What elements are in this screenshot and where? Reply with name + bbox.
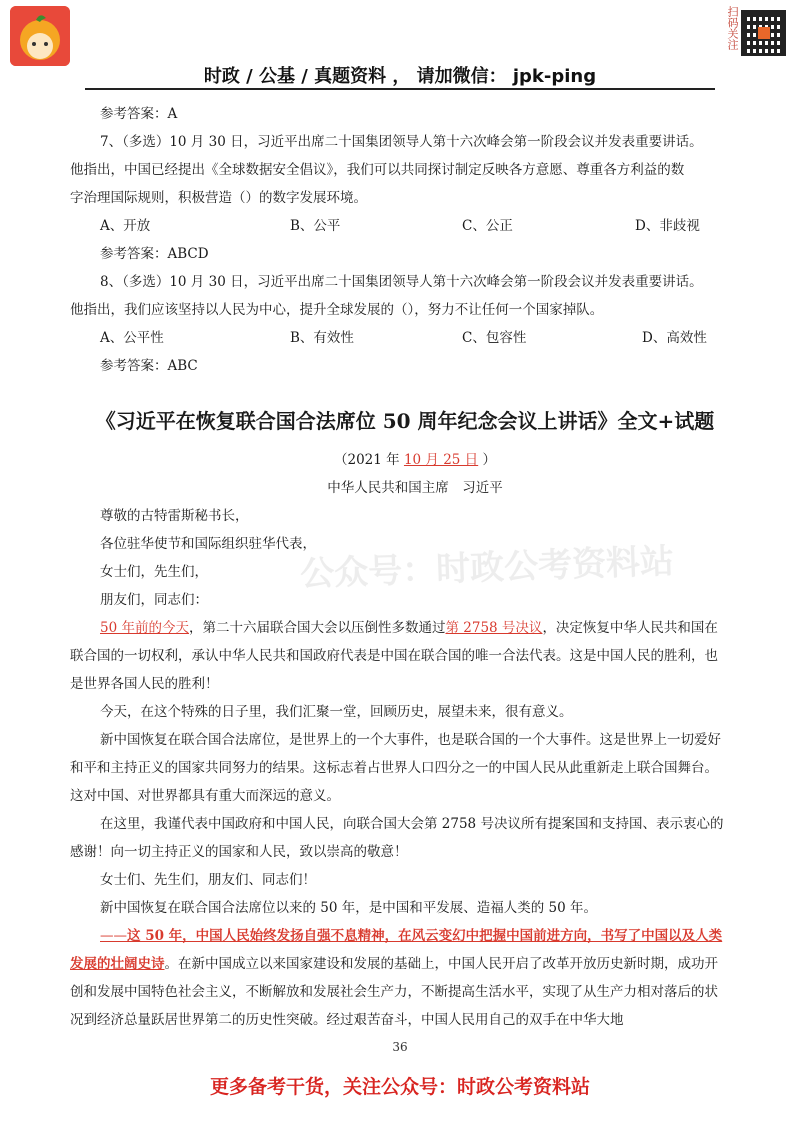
date-highlight: 10 月 25 日 — [403, 452, 479, 468]
p1-text-a: ，第二十六届联合国大会以压倒性多数通过 — [188, 620, 446, 636]
paragraph-7 — [70, 922, 730, 1034]
p1-text-b: ，决定恢复中华人民共和国在联合国的一切权利，承认中华人民共和国政府代表是中国在联合国的唯一合法代表。这是中国人民的胜利，也是世界各国人民的胜利！ — [70, 620, 718, 692]
document-body — [70, 100, 730, 1034]
paragraph-1 — [70, 614, 730, 698]
q7-option-b: B、公平 — [290, 218, 341, 234]
q7-option-a: A、开放 — [100, 218, 151, 234]
header-divider — [85, 88, 715, 90]
q8-options — [100, 324, 730, 352]
answer-6: 参考答案：A — [100, 106, 178, 122]
p7-dash: —— — [100, 928, 127, 944]
q7-stem-line-3: 字治理国际规则，积极营造（）的数字发展环境。 — [70, 190, 367, 206]
orange-mascot-logo — [10, 6, 70, 66]
date-suffix: ） — [482, 452, 496, 468]
q8-option-c: C、包容性 — [462, 330, 527, 346]
q8-stem-line-1: 8、（多选）10 月 30 日，习近平出席二十国集团领导人第十六次峰会第一阶段会议并发表重要讲话。 — [100, 274, 703, 290]
q8-stem-line-2: 他指出，我们应该坚持以人民为中心，提升全球发展的（），努力不让任何一个国家掉队。 — [70, 302, 604, 318]
speech-author: 中华人民共和国主席 习近平 — [327, 480, 503, 496]
page-number: 36 — [392, 1040, 408, 1054]
q7-option-c: C、公正 — [462, 218, 513, 234]
orange-icon — [10, 6, 70, 66]
q7-stem-line-1: 7、（多选）10 月 30 日，习近平出席二十国集团领导人第十六次峰会第一阶段会议并发表重要讲话。 — [100, 134, 703, 150]
q8-option-b: B、有效性 — [290, 330, 354, 346]
salutation-1: 尊敬的古特雷斯秘书长， — [100, 508, 249, 524]
salutation-4: 朋友们，同志们： — [100, 592, 208, 608]
answer-8: 参考答案：ABC — [100, 358, 198, 374]
qr-code-block — [726, 6, 786, 66]
q8-option-d: D、高效性 — [642, 330, 707, 346]
qr-code-icon — [741, 10, 786, 56]
q7-options — [100, 212, 730, 240]
header-banner: 时政 / 公基 / 真题资料 ， 请加微信： jpk-ping — [203, 66, 597, 87]
salutation-2: 各位驻华使节和国际组织驻华代表， — [100, 536, 316, 552]
q7-stem-line-2: 他指出，中国已经提出《全球数据安全倡议》，我们可以共同探讨制定反映各方意愿、尊重各方利益的数 — [70, 162, 685, 178]
paragraph-4: 在这里，我谨代表中国政府和中国人民，向联合国大会第 2758 号决议所有提案国和支持国、表示衷心的感谢！向一切主持正义的国家和人民，致以崇高的敬意！ — [70, 816, 724, 860]
salutation-3: 女士们，先生们， — [100, 564, 208, 580]
paragraph-3: 新中国恢复在联合国合法席位，是世界上的一个大事件，也是联合国的一个大事件。这是世界上一切爱好和平和主持正义的国家共同努力的结果。这标志着占世界人口四分之一的中国人民从此重新走上联合国舞台。这对中国、对世界都具有重大而深远的意义。 — [70, 732, 721, 804]
p7-highlight: 这 50 年，中国人民始终发扬自强不息精神，在风云变幻中把握中国前进方向，书写了中国以及人类发展的壮阔史诗 — [70, 928, 723, 972]
date-prefix: （2021 年 — [334, 452, 400, 468]
q8-option-a: A、公平性 — [100, 330, 164, 346]
speech-date — [100, 446, 730, 474]
p1-highlight-2: 第 2758 号决议 — [445, 620, 543, 636]
p1-highlight-1: 50 年前的今天 — [100, 620, 189, 636]
answer-7: 参考答案：ABCD — [100, 246, 209, 262]
watermark: 公众号：时政公考资料站 — [299, 541, 675, 595]
paragraph-5: 女士们、先生们，朋友们、同志们！ — [100, 872, 316, 888]
qr-label: 扫码关注 — [726, 6, 739, 50]
speech-title: 《习近平在恢复联合国合法席位 50 周年纪念会议上讲话》全文+试题 — [95, 409, 715, 433]
paragraph-2: 今天，在这个特殊的日子里，我们汇聚一堂，回顾历史，展望未来，很有意义。 — [100, 704, 573, 720]
footer-promo: 更多备考干货，关注公众号：时政公考资料站 — [209, 1076, 590, 1098]
q7-option-d: D、非歧视 — [635, 218, 700, 234]
p7-text: 。在新中国成立以来国家建设和发展的基础上，中国人民开启了改革开放历史新时期，成功开创和发展中国特色社会主义，不断解放和发展社会生产力，不断提高生活水平，实现了从生产力相对落后的状况到经济总量跃居世界第二的历史性突破。经过艰苦奋斗，中国人民用自己的双手在中华大地 — [70, 956, 718, 1028]
paragraph-6: 新中国恢复在联合国合法席位以来的 50 年，是中国和平发展、造福人类的 50 年。 — [100, 900, 598, 916]
